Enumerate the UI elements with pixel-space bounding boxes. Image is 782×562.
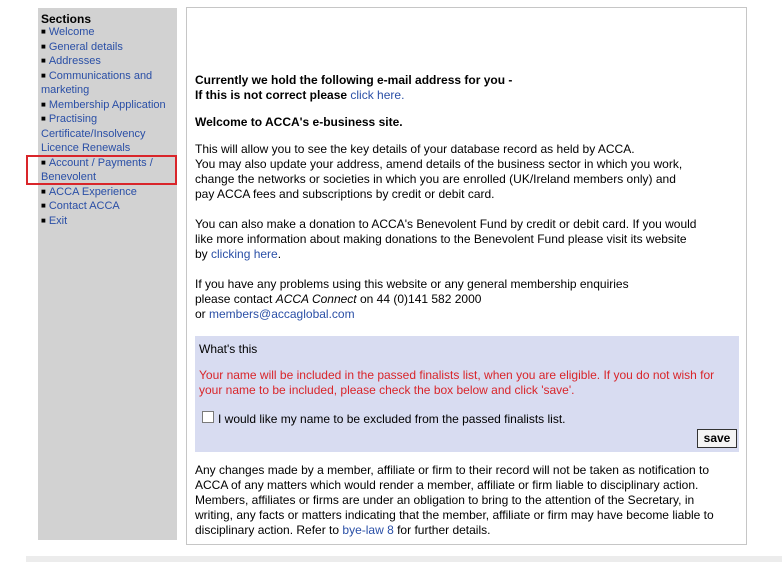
sidebar-item-label[interactable]: Welcome <box>48 26 95 38</box>
donation-line: like more information about making donations to the Benevolent Fund please visit its website <box>195 232 687 246</box>
bullet-icon: ■ <box>41 157 46 167</box>
bullet-icon: ■ <box>41 70 46 80</box>
notice-line: Your name will be included in the passed finalists list, when you are eligible. If you do not wish for <box>199 368 715 382</box>
sidebar-item-addresses[interactable] <box>41 54 175 69</box>
disclaimer-line: writing, any facts or matters indicating that the member, affiliate or firm may have become liable to <box>195 508 714 522</box>
benevolent-fund-link[interactable]: clicking here <box>211 247 278 261</box>
disclaimer-line: disciplinary action. Refer to bye-law 8 for further details. <box>195 523 491 537</box>
bullet-icon: ■ <box>41 186 46 196</box>
contact-line: please contact ACCA Connect on 44 (0)141 582 2000 <box>195 292 482 306</box>
exclude-name-checkbox[interactable] <box>202 411 214 423</box>
bye-law-link[interactable]: bye-law 8 <box>342 523 394 537</box>
sidebar-item-membership-application[interactable] <box>41 98 175 113</box>
notice-line: your name to be included, please check the box below and click 'save'. <box>199 383 575 397</box>
donation-line: You can also make a donation to ACCA's Benevolent Fund by credit or debit card. If you would <box>195 217 697 231</box>
sidebar-item-practising-certificate[interactable] <box>41 112 175 156</box>
sidebar-item-exit[interactable] <box>41 214 175 229</box>
welcome-heading: Welcome to ACCA's e-business site. <box>195 115 403 129</box>
disclaimer-line: Members, affiliates or firms are under an obligation to bring to the attention of the Secretary, in <box>195 493 695 507</box>
sidebar-item-label[interactable]: Addresses <box>48 55 101 67</box>
email-notice-line2: If this is not correct please click here. <box>195 88 405 102</box>
sidebar-item-acca-experience[interactable] <box>41 185 175 200</box>
bullet-icon: ■ <box>41 56 46 65</box>
bullet-icon: ■ <box>41 215 46 225</box>
contact-line: or members@accaglobal.com <box>195 307 355 321</box>
sidebar-item-contact-acca[interactable] <box>41 199 175 214</box>
sidebar-item-label[interactable]: Exit <box>48 214 68 227</box>
contact-line: If you have any problems using this website or any general membership enquiries <box>195 277 629 291</box>
disclaimer-line: ACCA of any matters which would render a member, affiliate or firm liable to disciplinary action. <box>195 478 699 492</box>
bullet-icon: ■ <box>41 99 46 109</box>
email-notice <box>195 73 735 103</box>
donation-text <box>195 217 735 262</box>
footer-bar <box>26 556 782 562</box>
disclaimer-text <box>195 463 739 538</box>
bullet-icon: ■ <box>41 201 46 210</box>
acca-connect-text: ACCA Connect <box>275 292 357 306</box>
sidebar-item-label[interactable]: Practising Certificate/Insolvency Licence Renewals <box>41 113 146 154</box>
whats-this-heading: What's this <box>199 342 258 356</box>
welcome-line: You may also update your address, amend details of the business sector in which you work, <box>195 157 683 171</box>
save-button[interactable]: save <box>697 429 737 448</box>
sidebar-item-label[interactable]: General details <box>48 40 123 53</box>
sidebar-item-label[interactable]: ACCA Experience <box>48 185 137 198</box>
welcome-line: This will allow you to see the key details of your database record as held by ACCA. <box>195 142 635 156</box>
donation-line: by clicking here. <box>195 247 282 261</box>
bullet-icon: ■ <box>41 114 46 123</box>
bullet-icon: ■ <box>41 41 46 51</box>
sidebar-item-label[interactable]: Contact ACCA <box>48 200 120 212</box>
welcome-line: change the networks or societies in which you are enrolled (UK/Ireland members only) and <box>195 172 676 186</box>
sidebar-item-label[interactable]: Communications and marketing <box>41 69 153 96</box>
passed-finalists-panel <box>195 336 739 452</box>
sidebar-item-label[interactable]: Membership Application <box>48 98 166 111</box>
contact-text <box>195 277 735 322</box>
bullet-icon: ■ <box>41 27 46 36</box>
email-link[interactable]: members@accaglobal.com <box>209 307 355 321</box>
exclude-name-label: I would like my name to be excluded from the passed finalists list. <box>218 412 566 426</box>
finalists-notice <box>199 368 735 398</box>
sidebar-item-communications[interactable] <box>41 69 175 98</box>
email-notice-line1: Currently we hold the following e-mail address for you - <box>195 73 513 87</box>
sidebar-item-welcome[interactable] <box>41 25 175 40</box>
highlight-annotation <box>26 155 177 185</box>
sidebar-item-general-details[interactable] <box>41 40 175 55</box>
disclaimer-line: Any changes made by a member, affiliate or firm to their record will not be taken as notification to <box>195 463 710 477</box>
sidebar-item-label[interactable]: Account / Payments / Benevolent <box>41 156 153 183</box>
welcome-line: pay ACCA fees and subscriptions by credit or debit card. <box>195 187 495 201</box>
welcome-text <box>195 142 735 202</box>
sidebar-nav <box>41 25 175 228</box>
sidebar-heading: Sections <box>41 12 92 26</box>
sidebar <box>38 8 177 540</box>
click-here-link[interactable]: click here. <box>350 88 405 102</box>
